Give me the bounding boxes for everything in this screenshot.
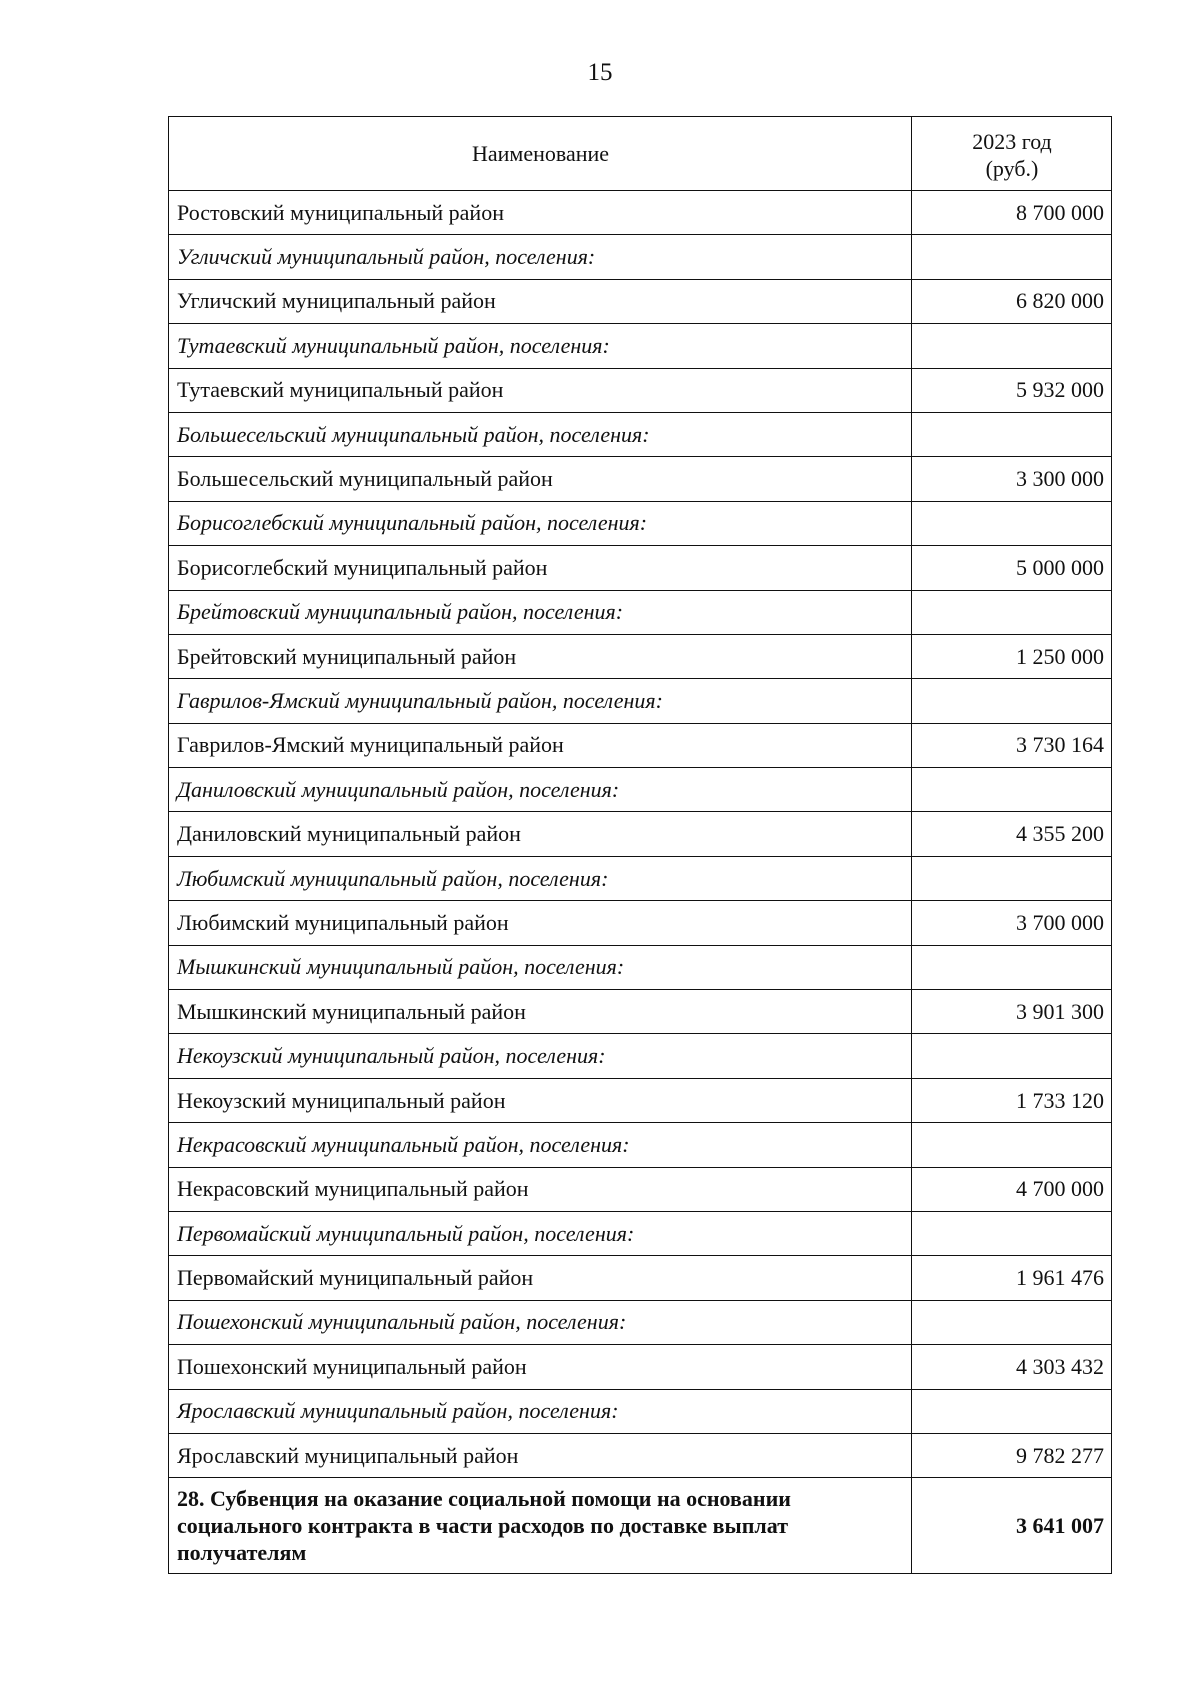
table-row-group-heading [169,1034,1112,1078]
row-value: 4 303 432 [912,1345,1112,1389]
header-year [912,117,1112,191]
table-row-group-heading [169,1300,1112,1344]
row-value: 1 961 476 [912,1256,1112,1300]
table-row [169,1256,1112,1300]
row-value [912,856,1112,900]
row-name: Угличский муниципальный район [169,279,912,323]
row-value: 1 733 120 [912,1078,1112,1122]
table-header-row [169,117,1112,191]
row-value [912,1211,1112,1255]
row-value: 3 901 300 [912,990,1112,1034]
row-name: Ростовский муниципальный район [169,191,912,235]
table-row-group-heading [169,590,1112,634]
page-number: 15 [587,59,613,86]
table-row [169,279,1112,323]
row-name: Первомайский муниципальный район [169,1256,912,1300]
row-name: Любимский муниципальный район [169,901,912,945]
table-row-group-heading [169,945,1112,989]
row-name: Брейтовский муниципальный район [169,634,912,678]
subsidy-table [168,116,1112,1574]
table-row [169,812,1112,856]
row-name: Пошехонский муниципальный район [169,1345,912,1389]
row-value [912,768,1112,812]
row-name: Брейтовский муниципальный район, поселения: [169,590,912,634]
table-body [169,191,1112,1574]
table-row [169,990,1112,1034]
row-name: Гаврилов-Ямский муниципальный район [169,723,912,767]
table-row-group-heading [169,1123,1112,1167]
row-value [912,945,1112,989]
table-row-group-heading [169,1211,1112,1255]
row-value [912,324,1112,368]
row-name: Некрасовский муниципальный район, поселения: [169,1123,912,1167]
table-row [169,191,1112,235]
row-name: Ярославский муниципальный район [169,1433,912,1477]
row-name: Угличский муниципальный район, поселения: [169,235,912,279]
row-value [912,1123,1112,1167]
row-value [912,1300,1112,1344]
table-row [169,634,1112,678]
header-year-unit: (руб.) [985,155,1039,181]
row-value [912,1034,1112,1078]
row-value: 4 355 200 [912,812,1112,856]
table-row-group-heading [169,235,1112,279]
total-value: 3 641 007 [912,1478,1112,1574]
header-name: Наименование [169,117,912,191]
table-row [169,546,1112,590]
row-value [912,412,1112,456]
row-name: Тутаевский муниципальный район, поселения: [169,324,912,368]
row-value: 5 932 000 [912,368,1112,412]
header-year-label: 2023 год [972,128,1052,154]
row-name: Некрасовский муниципальный район [169,1167,912,1211]
row-name: Большесельский муниципальный район, поселения: [169,412,912,456]
row-value: 8 700 000 [912,191,1112,235]
row-name: Первомайский муниципальный район, поселения: [169,1211,912,1255]
table-row [169,1433,1112,1477]
table-row-group-heading [169,412,1112,456]
row-name: Некоузский муниципальный район, поселения: [169,1034,912,1078]
row-value: 3 700 000 [912,901,1112,945]
row-value [912,590,1112,634]
row-name: Большесельский муниципальный район [169,457,912,501]
row-name: Мышкинский муниципальный район, поселения: [169,945,912,989]
row-value: 3 300 000 [912,457,1112,501]
row-value [912,679,1112,723]
row-name: Борисоглебский муниципальный район, поселения: [169,501,912,545]
table-row [169,1345,1112,1389]
table-row-group-heading [169,501,1112,545]
table-row [169,457,1112,501]
row-value: 4 700 000 [912,1167,1112,1211]
table-row-group-heading [169,768,1112,812]
row-name: Пошехонский муниципальный район, поселения: [169,1300,912,1344]
row-name: Мышкинский муниципальный район [169,990,912,1034]
table-row-group-heading [169,679,1112,723]
row-value: 1 250 000 [912,634,1112,678]
row-value: 9 782 277 [912,1433,1112,1477]
table-row [169,1078,1112,1122]
table-row-group-heading [169,1389,1112,1433]
row-name: Тутаевский муниципальный район [169,368,912,412]
total-row [169,1478,1112,1574]
row-name: Даниловский муниципальный район [169,812,912,856]
row-name: Гаврилов-Ямский муниципальный район, поселения: [169,679,912,723]
row-name: Борисоглебский муниципальный район [169,546,912,590]
row-value: 6 820 000 [912,279,1112,323]
total-name: 28. Субвенция на оказание социальной помощи на основании социального контракта в части расходов по доставке выплат получателям [169,1478,912,1574]
row-value: 3 730 164 [912,723,1112,767]
table-row [169,723,1112,767]
table-row [169,901,1112,945]
table-row [169,1167,1112,1211]
row-name: Ярославский муниципальный район, поселения: [169,1389,912,1433]
row-value [912,235,1112,279]
row-value: 5 000 000 [912,546,1112,590]
row-value [912,501,1112,545]
row-name: Даниловский муниципальный район, поселения: [169,768,912,812]
table-row-group-heading [169,856,1112,900]
row-value [912,1389,1112,1433]
table-row-group-heading [169,324,1112,368]
row-name: Некоузский муниципальный район [169,1078,912,1122]
table-row [169,368,1112,412]
row-name: Любимский муниципальный район, поселения: [169,856,912,900]
